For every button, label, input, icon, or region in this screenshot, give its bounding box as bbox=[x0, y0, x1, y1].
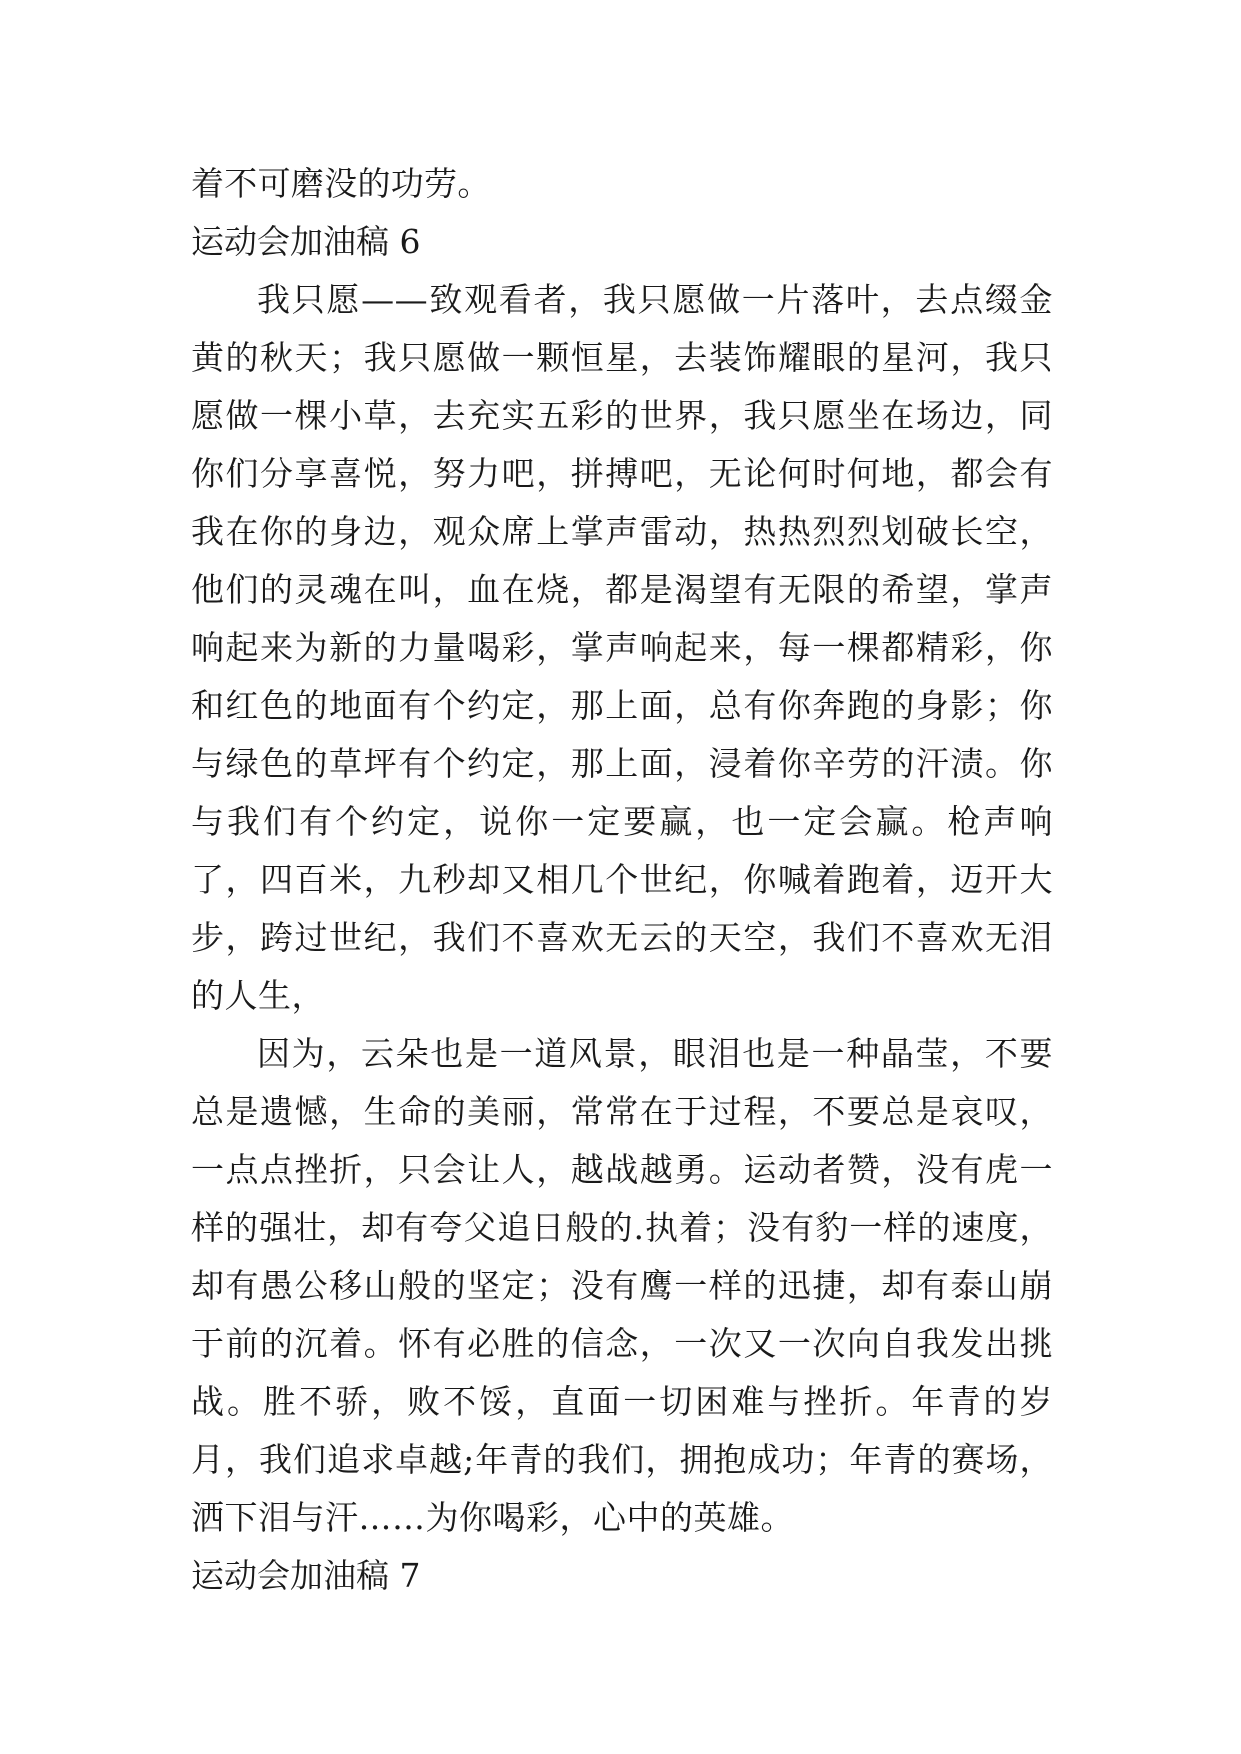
section-heading-6: 运动会加油稿 6 bbox=[191, 222, 421, 261]
continuation-line: 着不可磨没的功劳。 bbox=[191, 164, 491, 203]
document-body bbox=[191, 155, 1053, 1605]
section-heading-7: 运动会加油稿 7 bbox=[191, 1556, 421, 1595]
paragraph-2: 因为，云朵也是一道风景，眼泪也是一种晶莹，不要总是遗憾，生命的美丽，常常在于过程，不要总是哀叹，一点点挫折，只会让人，越战越勇。运动者赞，没有虎一样的强壮，却有夸父追日般的.执着；没有豹一样的速度，却有愚公移山般的坚定；没有鹰一样的迅捷，却有泰山崩于前的沉着。怀有必胜的信念，一次又一次向自我发出挑战。胜不骄，败不馁，直面一切困难与挫折。年青的岁月，我们追求卓越;年青的我们，拥抱成功；年青的赛场，洒下泪与汗……为你喝彩，心中的英雄。 bbox=[191, 1034, 1053, 1537]
paragraph-1: 我只愿——致观看者，我只愿做一片落叶，去点缀金黄的秋天；我只愿做一颗恒星，去装饰耀眼的星河，我只愿做一棵小草，去充实五彩的世界，我只愿坐在场边，同你们分享喜悦，努力吧，拼搏吧，无论何时何地，都会有我在你的身边，观众席上掌声雷动，热热烈烈划破长空，他们的灵魂在叫，血在烧，都是渴望有无限的希望，掌声响起来为新的力量喝彩，掌声响起来，每一棵都精彩，你和红色的地面有个约定，那上面，总有你奔跑的身影；你与绿色的草坪有个约定，那上面，浸着你辛劳的汗渍。你与我们有个约定，说你一定要赢，也一定会赢。枪声响了，四百米，九秒却又相几个世纪，你喊着跑着，迈开大步，跨过世纪，我们不喜欢无云的天空，我们不喜欢无泪的人生， bbox=[191, 280, 1053, 1015]
